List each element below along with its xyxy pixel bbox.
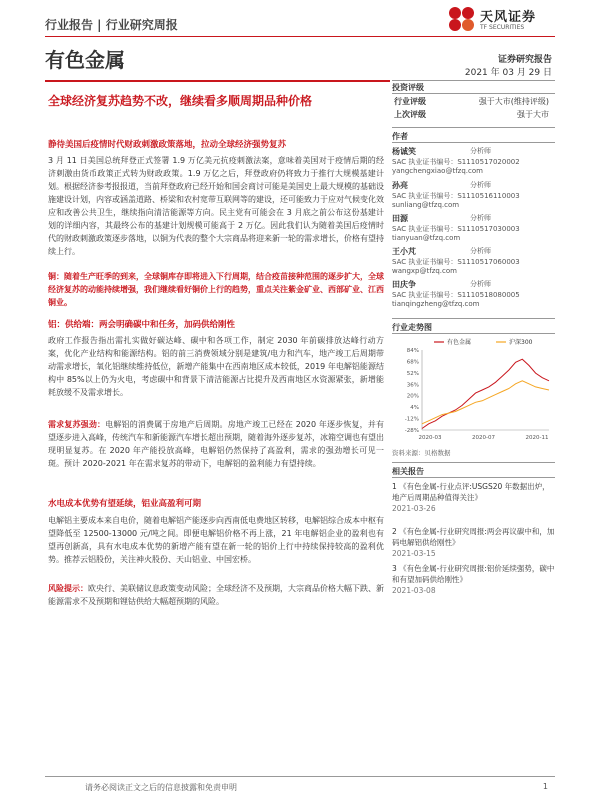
author-cert: SAC 执业证书编号：S1110517030003	[392, 225, 520, 233]
authors-top-rule	[392, 127, 555, 128]
footer-rule	[45, 776, 555, 777]
report-type: 证券研究报告	[497, 55, 552, 65]
y-tick-label: 4%	[410, 405, 419, 412]
rating-row	[392, 109, 555, 122]
authors-title: 作者	[392, 132, 408, 141]
related-item-date: 2021-03-26	[392, 504, 436, 513]
rating-row	[392, 96, 555, 109]
y-tick-label: -28%	[404, 428, 419, 434]
author-card	[392, 279, 555, 308]
rating-label: 上次评级	[394, 110, 426, 119]
trend-title: 行业走势图	[392, 323, 432, 332]
y-tick-label: 84%	[406, 348, 419, 354]
risk-paragraph	[48, 582, 384, 608]
risk-body: 欧央行、美联储议息政策变动风险；全球经济不及预期，大宗商品价格大幅下跌、新能源需求不及预期和锂钴供给大幅超预期的风险。	[48, 584, 384, 606]
logo-mark-icon	[448, 6, 476, 32]
aluminum-body: 政府工作报告指出需扎实做好碳达峰、碳中和各项工作，制定 2030 年前碳排放达峰行动方案，优化产业结构和能源结构。铝的前三消费领域分别是建筑/电力和汽车，地产竣工后周期带动需求增长，氧化铝继续维持低位，新增产能集中在西南地区成本较低，2019 年电解铝能源结构中 85%以上仍为火电，考虑碳中和背景下清洁能源占比提升及西南地区水资源紧张，新增能耗放缓不及需求增长。	[48, 336, 384, 397]
page-number: 1	[542, 782, 548, 791]
x-tick-label: 2020-07	[472, 435, 495, 441]
trend-rule	[392, 333, 555, 334]
related-top-rule	[392, 462, 555, 463]
aluminum-title: 铝：供给端：两会明确碳中和任务，加码供给刚性	[48, 320, 236, 330]
rating-value: 强于大市	[517, 110, 549, 119]
footer-disclaimer: 请务必阅读正文之后的信息披露和免责申明	[85, 783, 237, 792]
y-tick-label: 20%	[406, 393, 419, 400]
author-card	[392, 180, 555, 209]
trend-top-rule	[392, 318, 555, 319]
author-cert: SAC 执业证书编号：S1110518080005	[392, 291, 520, 299]
related-item-date: 2021-03-15	[392, 549, 436, 558]
authors-rule	[392, 142, 555, 143]
demand-body: 电解铝的消费属于房地产后周期。房地产竣工已经在 2020 年逐步恢复，并有望逐步进入高峰，传统汽车和新能源汽车增长超出预期，随着海外逐步复苏，冰箱空调也有望出现明显复苏。在 2020 年产能投放高峰，电解铝仍然保持了高盈利，需求的强劲增长可见一斑。预计 2020-2021 年在需求复苏的带动下，电解铝的盈利能力有望持续。	[48, 420, 385, 468]
rating-value: 强于大市(维持评级)	[478, 97, 549, 106]
related-item[interactable]	[392, 563, 555, 596]
author-name: 王小芃	[392, 247, 416, 256]
author-email[interactable]: tianyuan@tfzq.com	[392, 234, 461, 242]
author-email[interactable]: yangchengxiao@tfzq.com	[392, 167, 483, 175]
legend-label: 有色金属	[447, 339, 472, 346]
related-item-text[interactable]: 1 《有色金属-行业点评:USGS20 年数据出炉，地产后周期品种值得关注》	[392, 482, 550, 502]
author-name: 田源	[392, 214, 408, 223]
related-item[interactable]	[392, 481, 555, 514]
series-line	[422, 359, 549, 428]
report-date: 2021 年 03 月 29 日	[464, 68, 552, 78]
author-role: 分析师	[470, 247, 491, 255]
y-tick-label: -12%	[404, 416, 419, 423]
copper-label: 铜：	[48, 272, 64, 281]
author-cert: SAC 执业证书编号：S1110517020002	[392, 158, 520, 166]
sidebar-top-rule	[392, 80, 555, 81]
y-tick-label: 36%	[406, 382, 419, 389]
x-tick-label: 2020-03	[418, 435, 442, 441]
author-name: 田庆争	[392, 280, 416, 289]
trend-chart	[392, 336, 555, 448]
copper-paragraph	[48, 270, 384, 309]
rating-title: 投资评级	[392, 83, 424, 92]
author-name: 杨诚笑	[392, 147, 416, 156]
hydro-body: 电解铝主要成本来自电价，随着电解铝产能逐步向西南低电费地区转移，电解铝综合成本中枢有望降低至 12500-13000 元/吨之间。即便电解铝价格不再上涨，21 年电解铝企业的盈利也有望再创新高，具有水电成本优势的新增产能有望在新一轮的铝价上行中持续保持较高的盈利优势。推荐云铝股份，关注神火股份、天山铝业、中国宏桥。	[48, 516, 384, 564]
related-item-text[interactable]: 2 《有色金属-行业研究周报:两会再议碳中和，加码电解铝供给刚性》	[392, 527, 555, 547]
section-1-title: 静待美国后疫情时代财政刺激政策落地，拉动全球经济强势复苏	[48, 140, 287, 150]
header-rule	[45, 36, 555, 37]
related-title: 相关报告	[392, 467, 424, 476]
related-rule	[392, 477, 555, 478]
author-role: 分析师	[470, 181, 491, 189]
related-item-date: 2021-03-08	[392, 586, 436, 595]
chart-source: 资料来源：贝格数据	[392, 449, 451, 457]
author-email[interactable]: wangxp@tfzq.com	[392, 267, 457, 275]
legend-label: 沪深300	[509, 339, 533, 346]
author-card	[392, 246, 555, 275]
author-email[interactable]: sunliang@tfzq.com	[392, 201, 460, 209]
author-role: 分析师	[470, 147, 491, 155]
x-tick-label: 2020-11	[525, 435, 549, 441]
related-item-text[interactable]: 3 《有色金属-行业研究周报:铝价延续强势，碳中和有望加码供给刚性》	[392, 564, 555, 584]
logo-en-text: TF SECURITIES	[480, 24, 525, 31]
risk-label: 风险提示：	[48, 584, 88, 593]
page-title: 有色金属	[45, 48, 125, 72]
report-category: 行业报告 | 行业研究周报	[45, 18, 178, 32]
author-role: 分析师	[470, 280, 491, 288]
section-1-body: 3 月 11 日美国总统拜登正式签署 1.9 万亿美元抗疫刺激法案，意味着美国对于疫情后期的经济刺激由货币政策正式转为财政政策。1.9 万亿之后，拜登政府仍将致力于推行大规模基建计划。根据经济参考报报道，当前拜登政府已经开始和国会商讨可能是美国史上最大规模的基础设施建设计划，内容或涵盖道路、桥梁和农村宽带互联网等的建设，还可能致力于应对气候变化效应和改善公共卫生，继续指向清洁能源等方向。民主党有可能会在 3 月底之前公布这份基建计划的详细内容，其最终公布的基建计划规模可能高于 2 万亿。因此我们认为随着美国后疫情时代的财政刺激政策逐步落地，以铜为代表的整个大宗商品将迎来新一轮的需求增长，价格有望持续上行。	[48, 156, 384, 256]
hydro-title: 水电成本优势有望延续，铝业高盈利可期	[48, 499, 202, 509]
demand-paragraph	[48, 418, 384, 470]
related-item[interactable]	[392, 526, 555, 559]
author-name: 孙亮	[392, 181, 408, 190]
copper-body: 随着生产旺季的到来，全球铜库存即将进入下行周期，结合疫苗接种范围的逐步扩大，全球经济复苏的动能持续增强，我们继续看好铜价上行的趋势，重点关注紫金矿业、西部矿业、江西铜业。	[48, 272, 384, 307]
rating-rule	[392, 93, 555, 94]
author-card	[392, 146, 555, 175]
author-email[interactable]: tianqingzheng@tfzq.com	[392, 300, 480, 308]
author-cert: SAC 执业证书编号：S1110516110003	[392, 192, 520, 200]
y-tick-label: 52%	[406, 370, 419, 377]
logo-cn-text: 天风证券	[480, 10, 537, 25]
y-tick-label: 68%	[406, 359, 419, 366]
tf-securities-logo	[448, 4, 558, 38]
demand-label: 需求复苏强劲：	[48, 420, 106, 429]
title-rule	[45, 80, 390, 82]
headline: 全球经济复苏趋势不改，继续看多顺周期品种价格	[48, 94, 313, 108]
author-role: 分析师	[470, 214, 491, 222]
rating-label: 行业评级	[394, 97, 426, 106]
author-card	[392, 213, 555, 242]
author-cert: SAC 执业证书编号：S1110517060003	[392, 258, 520, 266]
